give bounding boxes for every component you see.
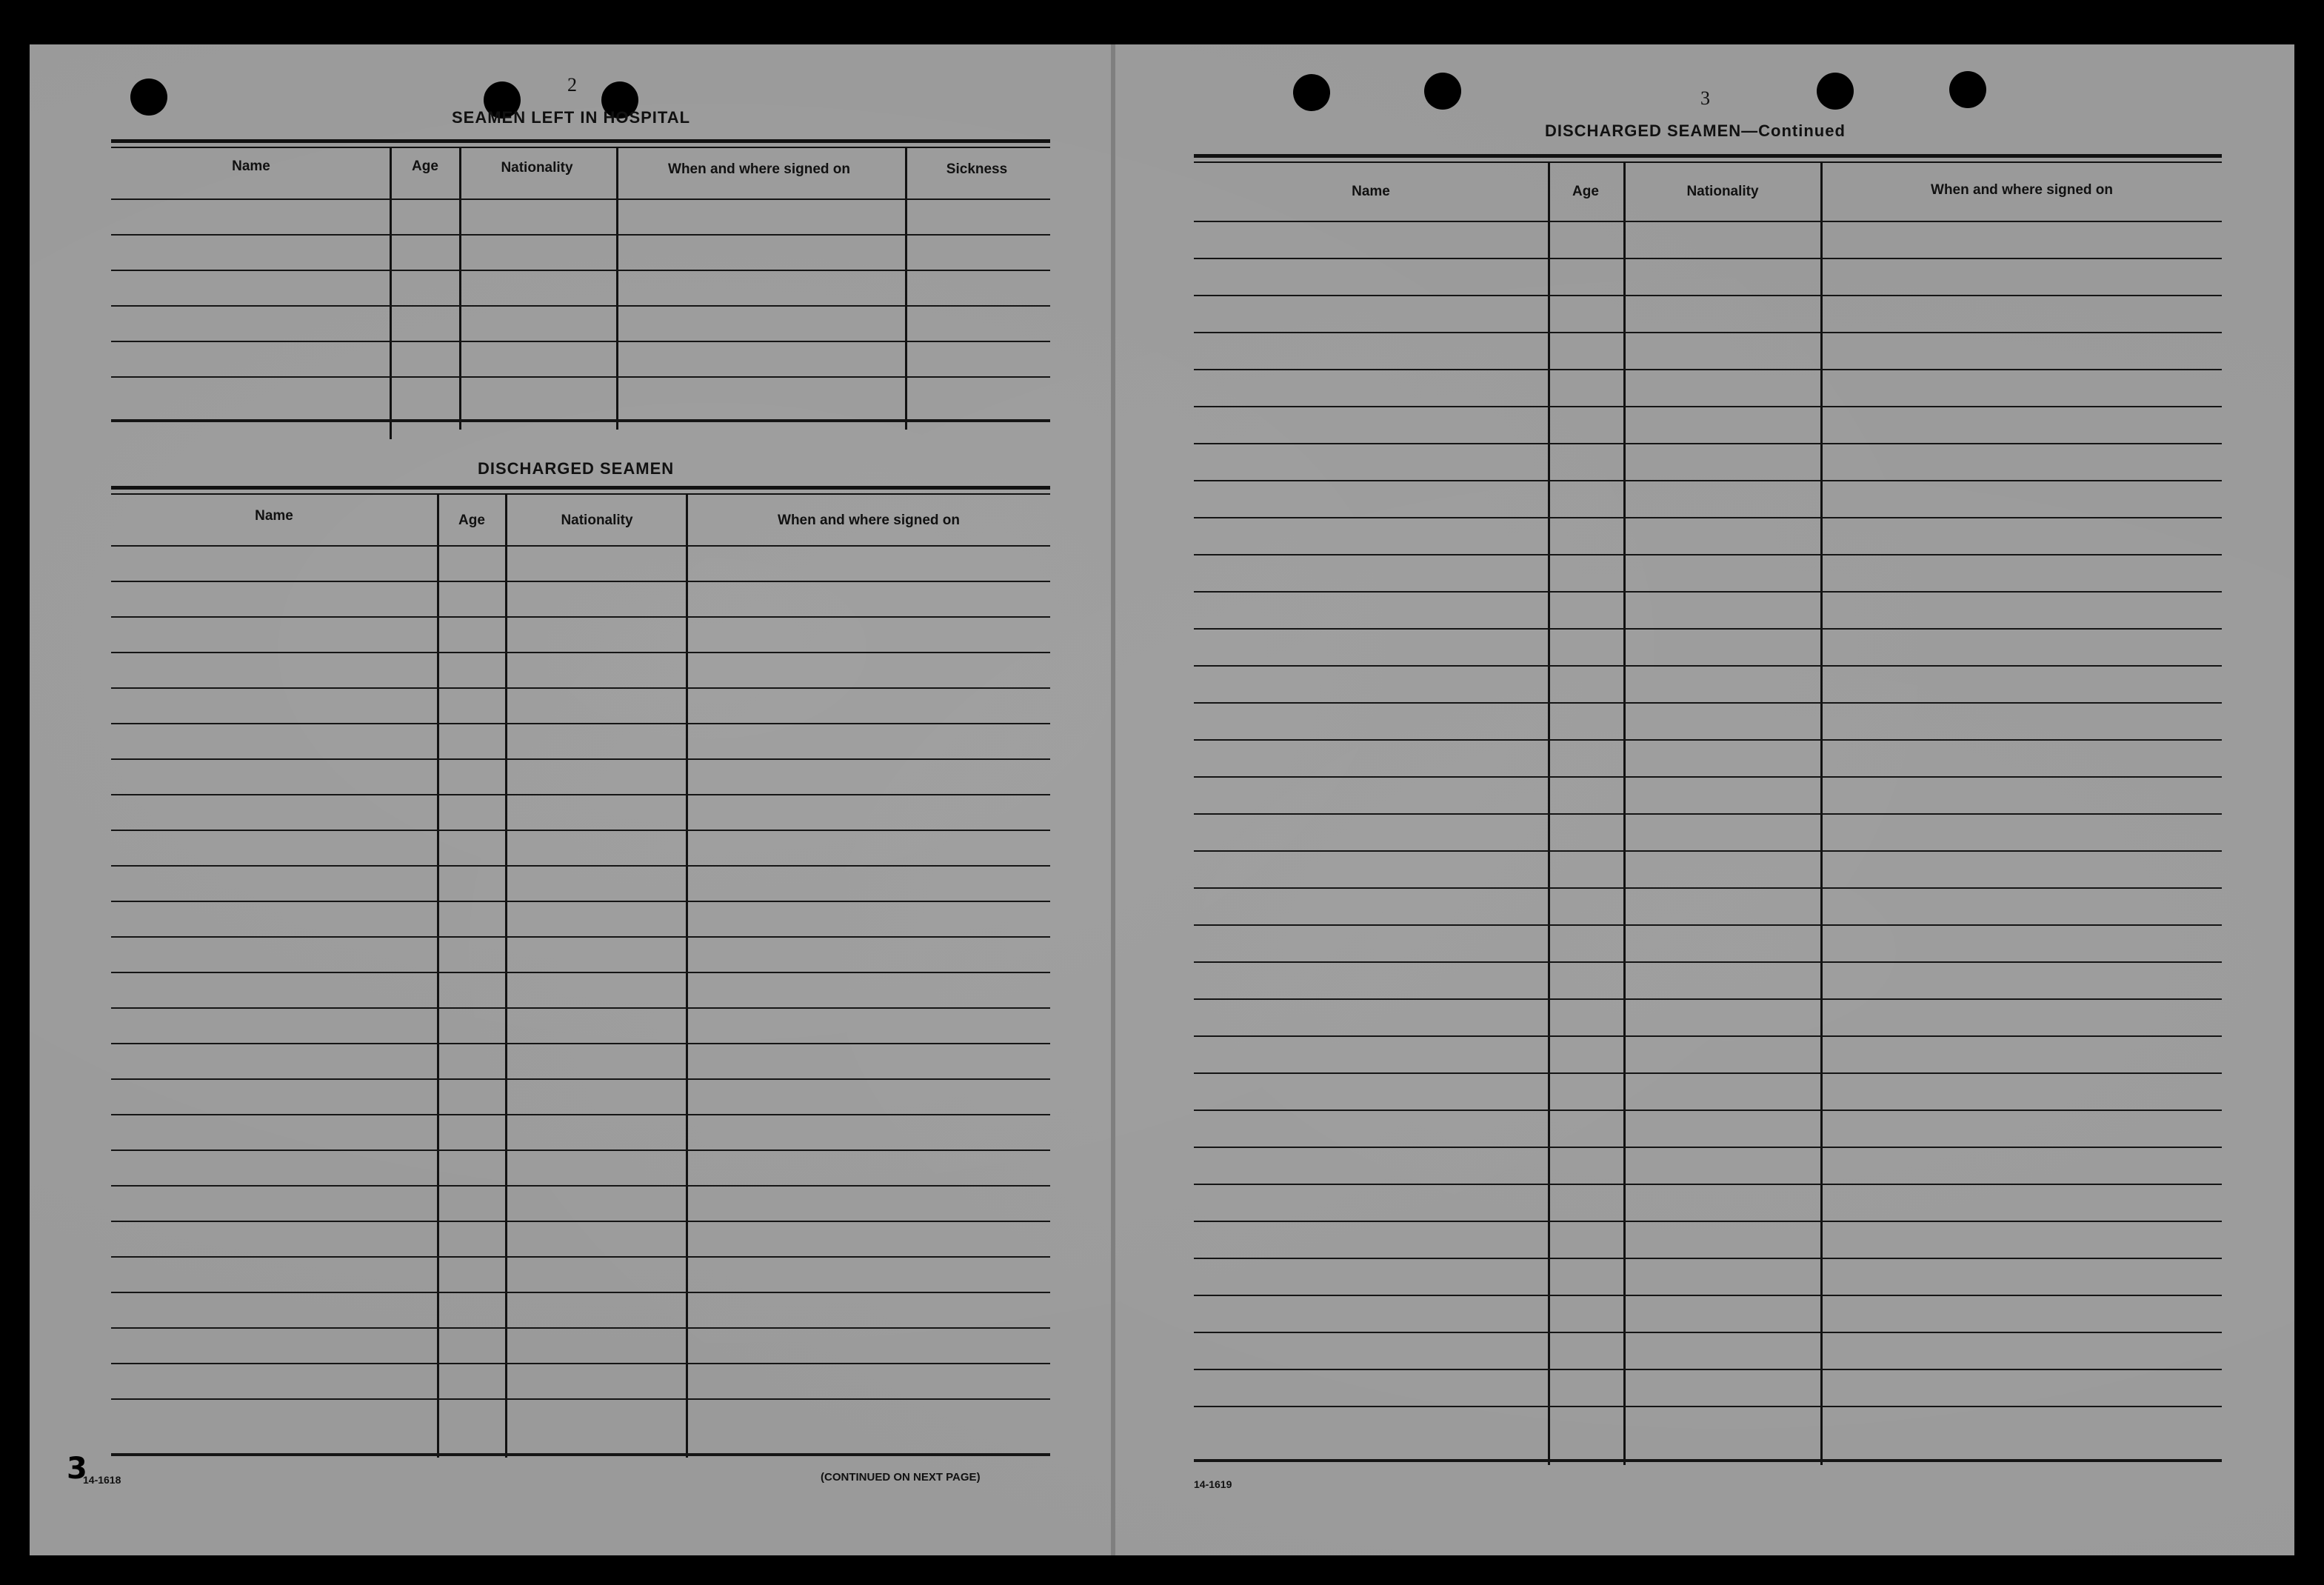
table-rule: [111, 493, 1050, 495]
page-number-right: 3: [1700, 87, 1710, 109]
col-header-age: Age: [458, 513, 485, 528]
row-line: [1194, 1369, 2222, 1370]
table-rule: [111, 139, 1050, 143]
row-line: [111, 936, 1050, 938]
row-line: [1194, 628, 2222, 630]
row-line: [1194, 591, 2222, 593]
discharged-table-right: [1194, 154, 2222, 1465]
column-divider: [390, 148, 392, 439]
row-line: [1194, 1110, 2222, 1111]
column-divider: [616, 148, 618, 430]
row-line: [111, 865, 1050, 867]
row-line: [111, 234, 1050, 236]
col-header-nationality: Nationality: [501, 160, 573, 176]
row-line: [111, 1292, 1050, 1293]
discharged-section-title: DISCHARGED SEAMEN: [478, 459, 675, 478]
column-divider: [686, 495, 688, 1458]
col-header-age: Age: [412, 158, 438, 174]
form-number-right: 14-1619: [1194, 1478, 1232, 1490]
table-rule: [1194, 161, 2222, 163]
punch-hole: [1949, 71, 1986, 108]
row-line: [1194, 406, 2222, 407]
hospital-section-title: SEAMEN LEFT IN HOSPITAL: [452, 108, 691, 127]
discharged-table-left: [111, 486, 1050, 1458]
table-rule: [111, 486, 1050, 490]
row-line: [1194, 998, 2222, 1000]
col-header-name: Name: [255, 508, 293, 524]
edge-mark: [0, 44, 15, 89]
row-line: [111, 270, 1050, 271]
row-line: [111, 419, 1050, 422]
row-line: [111, 1327, 1050, 1329]
row-line: [111, 794, 1050, 795]
row-line: [111, 1078, 1050, 1080]
row-line: [1194, 776, 2222, 778]
row-line: [1194, 1035, 2222, 1037]
row-line: [111, 972, 1050, 973]
row-line: [1194, 258, 2222, 259]
column-divider: [437, 495, 439, 1458]
row-line: [1194, 1406, 2222, 1407]
row-line: [111, 652, 1050, 653]
row-line: [1194, 702, 2222, 704]
col-header-nationality: Nationality: [1686, 184, 1759, 199]
col-header-sickness: Sickness: [946, 161, 1008, 177]
continued-note: (CONTINUED ON NEXT PAGE): [821, 1471, 981, 1484]
col-header-signed-on: When and where signed on: [1931, 182, 2113, 198]
column-divider: [459, 148, 461, 430]
column-divider: [905, 148, 907, 430]
row-line: [1194, 1332, 2222, 1333]
row-line: [1194, 369, 2222, 370]
row-line: [1194, 554, 2222, 555]
row-line: [111, 1363, 1050, 1364]
punch-hole: [1817, 73, 1854, 110]
col-header-age: Age: [1572, 184, 1599, 199]
row-line: [111, 687, 1050, 689]
discharged-continued-title: DISCHARGED SEAMEN—Continued: [1545, 121, 1846, 140]
row-line: [111, 758, 1050, 760]
row-line: [1194, 1459, 2222, 1462]
row-line: [111, 723, 1050, 724]
col-header-name: Name: [1352, 184, 1390, 199]
row-line: [1194, 1295, 2222, 1296]
row-line: [111, 545, 1050, 547]
row-line: [1194, 924, 2222, 926]
row-line: [1194, 221, 2222, 222]
row-line: [111, 830, 1050, 831]
row-line: [111, 901, 1050, 902]
row-line: [111, 1043, 1050, 1044]
margin-mark: 3: [67, 1452, 87, 1486]
punch-hole: [1293, 74, 1330, 111]
row-line: [111, 616, 1050, 618]
row-line: [1194, 665, 2222, 667]
row-line: [1194, 1184, 2222, 1185]
row-line: [1194, 813, 2222, 815]
row-line: [1194, 850, 2222, 852]
row-line: [1194, 443, 2222, 444]
row-line: [1194, 295, 2222, 296]
row-line: [1194, 1072, 2222, 1074]
punch-hole: [130, 79, 167, 116]
row-line: [1194, 1258, 2222, 1259]
row-line: [111, 198, 1050, 200]
row-line: [111, 1149, 1050, 1151]
hospital-table: [111, 139, 1050, 439]
row-line: [1194, 480, 2222, 481]
row-line: [111, 1185, 1050, 1187]
col-header-signed-on: When and where signed on: [778, 513, 960, 528]
row-line: [111, 376, 1050, 378]
table-rule: [111, 147, 1050, 148]
col-header-name: Name: [232, 158, 270, 174]
form-number-left: 14-1618: [83, 1474, 121, 1486]
row-line: [111, 1256, 1050, 1258]
page-fold: [1111, 44, 1115, 1555]
col-header-nationality: Nationality: [561, 513, 633, 528]
row-line: [1194, 961, 2222, 963]
punch-hole: [1424, 73, 1461, 110]
row-line: [111, 1398, 1050, 1400]
row-line: [111, 1453, 1050, 1456]
row-line: [1194, 739, 2222, 741]
row-line: [111, 1221, 1050, 1222]
table-rule: [1194, 154, 2222, 158]
row-line: [111, 305, 1050, 307]
row-line: [111, 581, 1050, 582]
row-line: [111, 1007, 1050, 1009]
row-line: [1194, 1221, 2222, 1222]
col-header-signed-on: When and where signed on: [668, 161, 850, 177]
row-line: [111, 341, 1050, 342]
row-line: [1194, 1147, 2222, 1148]
row-line: [1194, 887, 2222, 889]
column-divider: [505, 495, 507, 1458]
row-line: [1194, 332, 2222, 333]
page-number-left: 2: [567, 74, 577, 96]
row-line: [1194, 517, 2222, 518]
row-line: [111, 1114, 1050, 1115]
